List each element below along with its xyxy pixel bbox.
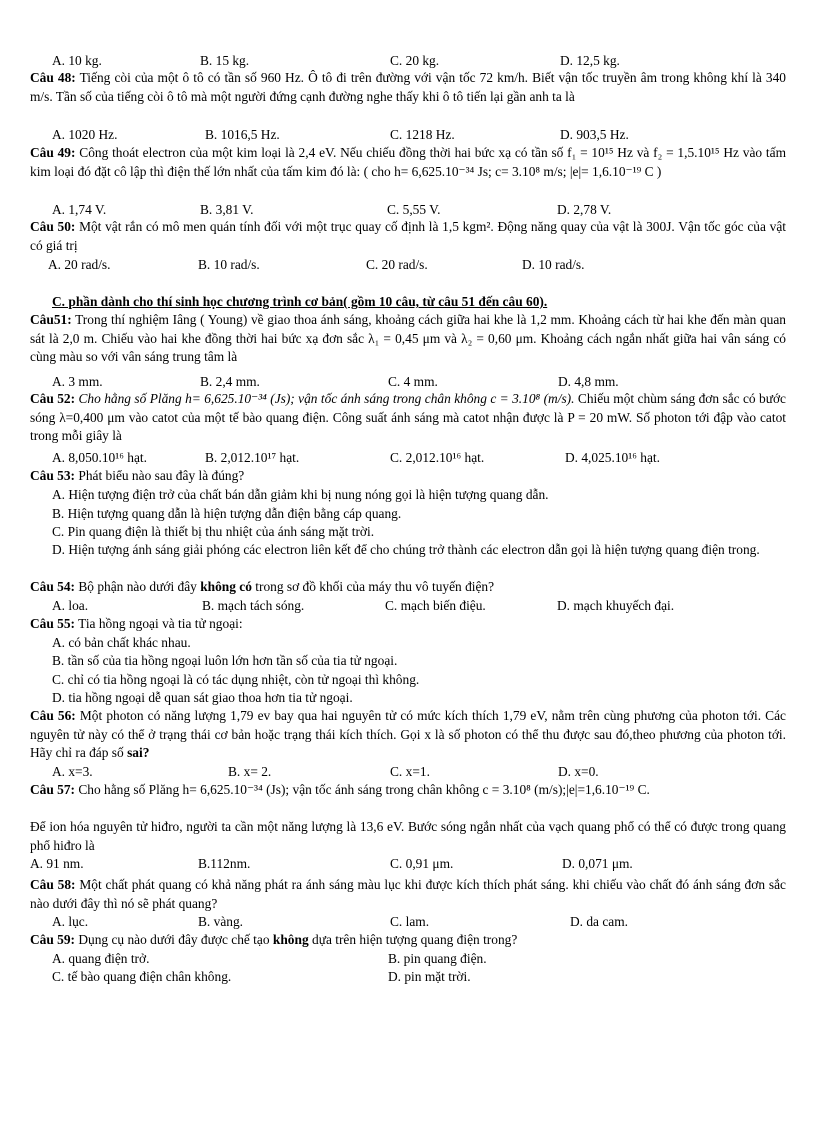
question-53 bbox=[30, 467, 244, 484]
q51-option-b: B. 2,4 mm. bbox=[200, 374, 260, 389]
q55-option-d: D. tia hồng ngoại dễ quan sát giao thoa hơn tia tử ngoại. bbox=[52, 690, 353, 705]
question-label: Câu 59: bbox=[30, 932, 76, 947]
question-text: Một chất phát quang có khả năng phát ra ánh sáng màu lục khi được kích thích phát sáng. khi chiếu vào chất đó ánh sáng đơn sắc nào dưới đây thì nó sẽ phát quang? bbox=[30, 877, 786, 911]
question-label: Câu 49: bbox=[30, 145, 76, 160]
q58-option-b: B. vàng. bbox=[198, 914, 244, 929]
question-48 bbox=[30, 69, 786, 106]
q53-option-c: C. Pin quang điện là thiết bị thu nhiệt của ánh sáng mặt trời. bbox=[52, 524, 375, 539]
question-label: Câu51: bbox=[30, 312, 72, 327]
question-50 bbox=[30, 218, 786, 255]
question-54 bbox=[30, 578, 494, 595]
q59-option-a: A. quang điện trở. bbox=[52, 951, 150, 966]
q50-option-d: D. 10 rad/s. bbox=[522, 257, 585, 272]
question-text: Phát biểu nào sau đây là đúng? bbox=[78, 468, 245, 483]
q49-option-b: B. 3,81 V. bbox=[200, 202, 254, 217]
q49-option-a: A. 1,74 V. bbox=[52, 202, 107, 217]
question-49 bbox=[30, 144, 786, 181]
q47-option-c: C. 20 kg. bbox=[390, 53, 440, 68]
question-57 bbox=[30, 781, 786, 800]
question-label: Câu 53: bbox=[30, 468, 76, 483]
question-text: Tiếng còi của một ô tô có tần số 960 Hz. Ô tô đi trên đường với vận tốc 72 km/h. Biết vận tốc truyền âm trong không khí là 340 m/s. Tần số của tiếng còi ô tô mà một người đứng cạnh đường nghe thấy khi ô tô tiến lại gần anh ta là bbox=[30, 70, 787, 104]
q52-option-b: B. 2,012.10¹⁷ hạt. bbox=[205, 450, 300, 465]
question-emphasis: không bbox=[272, 932, 309, 947]
question-57-body: Để ion hóa nguyên tử hiđro, người ta cần một năng lượng là 13,6 eV. Bước sóng ngắn nhất của vạch quang phổ có thể có được trong quang phổ hiđro là bbox=[30, 819, 786, 853]
question-text: Chiếu một chùm sáng đơn sắc có bước sóng λ=0,400 μm vào catot của một tế bào quang điện. Công suất ánh sáng mà catot nhận được là P = 20 mW. Số photon tới đập vào catot trong mỗi giây là bbox=[30, 391, 787, 443]
q48-option-d: D. 903,5 Hz. bbox=[560, 127, 629, 142]
q56-option-b: B. x= 2. bbox=[228, 764, 272, 779]
q48-option-c: C. 1218 Hz. bbox=[390, 127, 455, 142]
q56-option-c: C. x=1. bbox=[390, 764, 430, 779]
question-emphasis: sai? bbox=[127, 745, 150, 760]
question-text: Một vật rắn có mô men quán tính đối với một trục quay cố định là 1,5 kgm². Động năng quay của vật là 300J. Vận tốc góc của vật có giá trị bbox=[30, 219, 786, 253]
question-text: Bộ phận nào dưới đây bbox=[78, 579, 197, 594]
q57-option-d: D. 0,071 μm. bbox=[562, 856, 633, 871]
q56-option-d: D. x=0. bbox=[558, 764, 599, 779]
q47-option-d: D. 12,5 kg. bbox=[560, 53, 620, 68]
q53-option-b: B. Hiện tượng quang dẫn là hiện tượng dẫn điện bằng cáp quang. bbox=[52, 506, 402, 521]
q54-option-a: A. loa. bbox=[52, 598, 89, 613]
q47-option-a: A. 10 kg. bbox=[52, 53, 102, 68]
q51-option-d: D. 4,8 mm. bbox=[558, 374, 619, 389]
question-text: Dụng cụ nào dưới đây được chế tạo bbox=[78, 932, 270, 947]
q55-option-a: A. có bản chất khác nhau. bbox=[52, 635, 191, 650]
q54-option-b: B. mạch tách sóng. bbox=[202, 598, 305, 613]
question-58 bbox=[30, 876, 786, 913]
q53-option-d: D. Hiện tượng ánh sáng giải phóng các electron liên kết để cho chúng trở thành các electron dẫn gọi là hiện tượng quang điện trong. bbox=[52, 542, 760, 557]
q58-option-a: A. lục. bbox=[52, 914, 89, 929]
question-label: Câu 48: bbox=[30, 70, 76, 85]
q48-option-b: B. 1016,5 Hz. bbox=[205, 127, 280, 142]
q52-option-a: A. 8,050.10¹⁶ hạt. bbox=[52, 450, 147, 465]
q52-option-c: C. 2,012.10¹⁶ hạt. bbox=[390, 450, 485, 465]
q55-option-c: C. chỉ có tia hồng ngoại là có tác dụng nhiệt, còn tử ngoại thì không. bbox=[52, 672, 420, 687]
q51-option-c: C. 4 mm. bbox=[388, 374, 438, 389]
q57-option-c: C. 0,91 μm. bbox=[390, 856, 454, 871]
question-label: Câu 58: bbox=[30, 877, 76, 892]
question-text: Trong thí nghiệm Iâng ( Young) về giao thoa ánh sáng, khoảng cách giữa hai khe là 1,2 mm. Khoảng cách từ hai khe đến màn quan sát là 2,0 m. Chiếu vào hai khe đồng thời hai bức xạ đơn sắc λ₁ = 0,45 μm và λ₂ = 0,60 μm. Khoảng cách ngắn nhất giữa hai vân sáng có cùng màu so với vân sáng trung tâm là bbox=[30, 312, 786, 364]
question-text-cont: trong sơ đồ khối của máy thu vô tuyến điện? bbox=[255, 579, 495, 594]
question-label: Câu 56: bbox=[30, 708, 76, 723]
question-55 bbox=[30, 615, 243, 632]
q53-option-a: A. Hiện tượng điện trở của chất bán dẫn giảm khi bị nung nóng gọi là hiện tượng quang dẫn. bbox=[52, 487, 549, 502]
question-text: Một photon có năng lượng 1,79 ev bay qua hai nguyên tử có mức kích thích 1,79 eV, nằm trên cùng phương của photon tới. Các nguyên tử này có thể ở trạng thái cơ bản hoặc trạng thái kích thích. Gọi x là số photon có thể thu được sau đó,theo phương của photon tới. Hãy chỉ ra đáp số bbox=[30, 708, 786, 760]
q50-option-c: C. 20 rad/s. bbox=[366, 257, 428, 272]
q51-option-a: A. 3 mm. bbox=[52, 374, 103, 389]
question-label: Câu 52: bbox=[30, 391, 76, 406]
q59-option-b: B. pin quang điện. bbox=[388, 951, 487, 966]
q56-option-a: A. x=3. bbox=[52, 764, 93, 779]
question-constants: Cho hằng số Plăng h= 6,625.10⁻³⁴ (Js); vận tốc ánh sáng trong chân không c = 3.10⁸ (m/s). bbox=[78, 391, 575, 406]
q50-option-b: B. 10 rad/s. bbox=[198, 257, 260, 272]
q59-option-c: C. tế bào quang điện chân không. bbox=[52, 969, 232, 984]
question-51 bbox=[30, 311, 786, 367]
q54-option-d: D. mạch khuyếch đại. bbox=[557, 598, 675, 613]
question-emphasis: không có bbox=[200, 579, 252, 594]
question-text: Cho hằng số Plăng h= 6,625.10⁻³⁴ (Js); vận tốc ánh sáng trong chân không c = 3.10⁸ (m/s);|e|=1,6.10⁻¹⁹ C. bbox=[78, 782, 650, 797]
q52-option-d: D. 4,025.10¹⁶ hạt. bbox=[565, 450, 660, 465]
question-text: Công thoát electron của một kim loại là 2,4 eV. Nếu chiếu đồng thời hai bức xạ có tần số f₁ = 10¹⁵ Hz và f₂ = 1,5.10¹⁵ Hz vào tấm kim loại đó đặt cô lập thì điện thế lớn nhất của tấm kim đó là: ( cho h= 6,625.10⁻³⁴ Js; c= 3.10⁸ m/s; |e|= 1,6.10⁻¹⁹ C ) bbox=[30, 145, 786, 179]
question-label: Câu 50: bbox=[30, 219, 76, 234]
question-52 bbox=[30, 390, 786, 446]
question-text: Tia hồng ngoại và tia tử ngoại: bbox=[78, 616, 243, 631]
q57-option-a: A. 91 nm. bbox=[30, 856, 84, 871]
q49-option-c: C. 5,55 V. bbox=[387, 202, 441, 217]
q50-option-a: A. 20 rad/s. bbox=[48, 257, 111, 272]
question-text-cont: dựa trên hiện tượng quang điện trong? bbox=[312, 932, 518, 947]
section-heading: C. phần dành cho thí sinh học chương trình cơ bản( gồm 10 câu, từ câu 51 đến câu 60). bbox=[52, 294, 548, 309]
question-59 bbox=[30, 931, 517, 948]
q49-option-d: D. 2,78 V. bbox=[557, 202, 612, 217]
q54-option-c: C. mạch biến điệu. bbox=[385, 598, 486, 613]
question-label: Câu 54: bbox=[30, 579, 76, 594]
question-56 bbox=[30, 707, 786, 763]
q58-option-d: D. da cam. bbox=[570, 914, 629, 929]
q47-option-b: B. 15 kg. bbox=[200, 53, 250, 68]
q48-option-a: A. 1020 Hz. bbox=[52, 127, 118, 142]
question-label: Câu 57: bbox=[30, 782, 76, 797]
q58-option-c: C. lam. bbox=[390, 914, 430, 929]
q55-option-b: B. tần số của tia hồng ngoại luôn lớn hơn tần số của tia tử ngoại. bbox=[52, 653, 398, 668]
question-label: Câu 55: bbox=[30, 616, 76, 631]
q57-option-b: B.112nm. bbox=[198, 856, 251, 871]
q59-option-d: D. pin mặt trời. bbox=[388, 969, 471, 984]
